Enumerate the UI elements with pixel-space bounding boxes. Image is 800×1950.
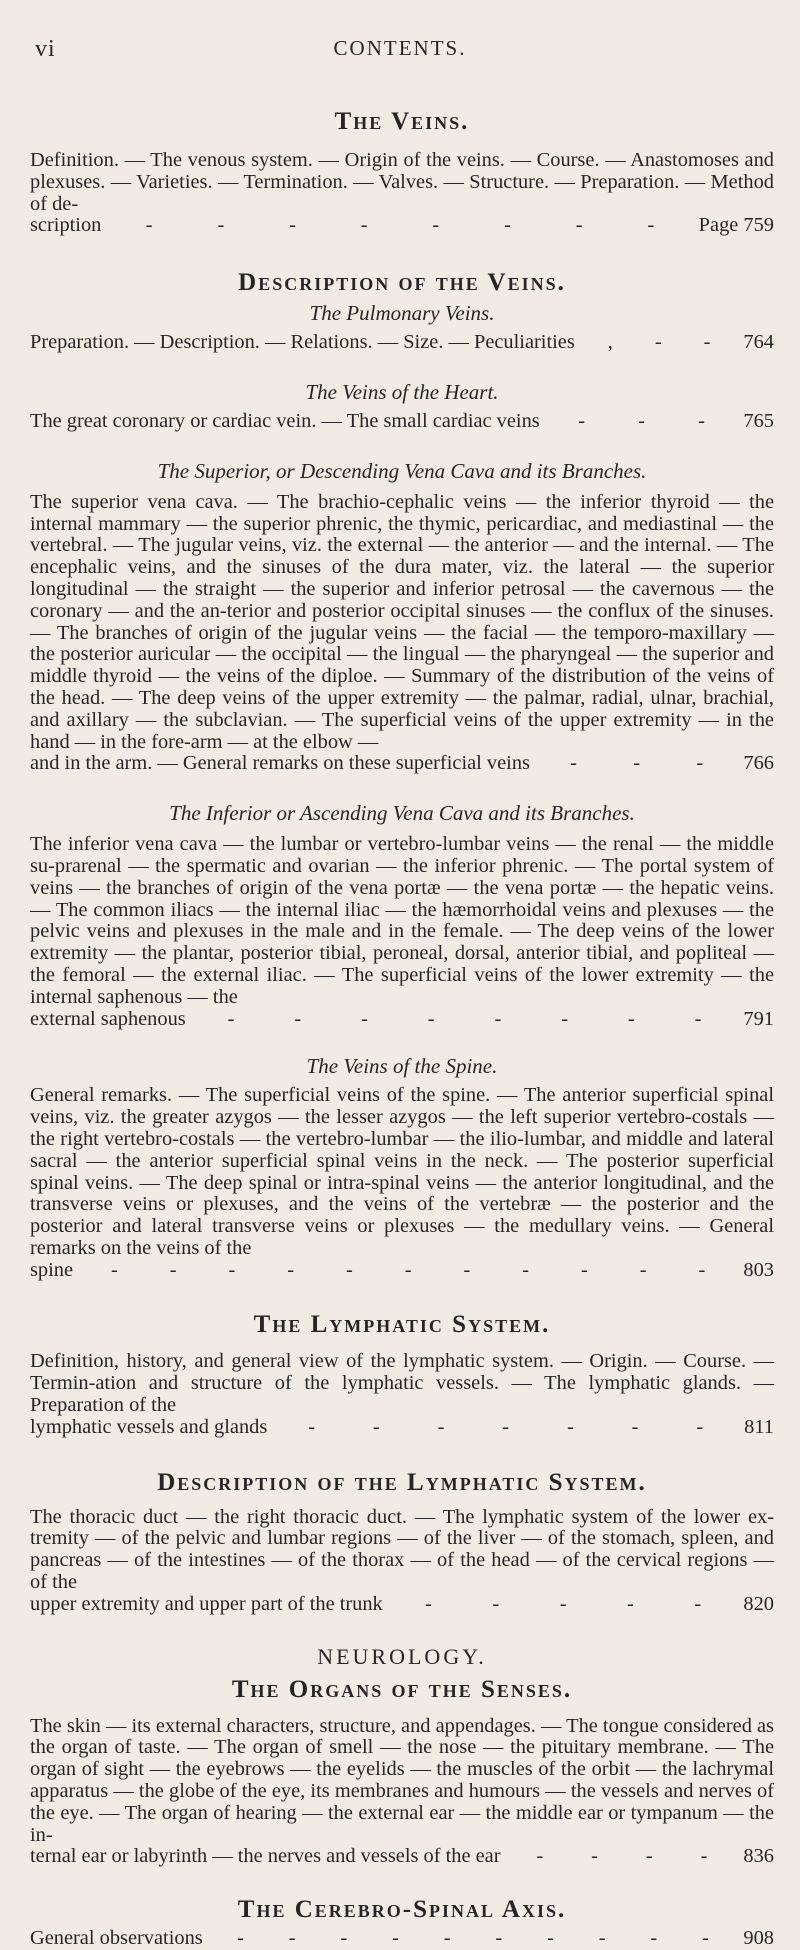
page-ref: 765	[743, 409, 774, 432]
page-ref: 766	[743, 752, 774, 775]
page-ref: 820	[743, 1592, 774, 1615]
entry-text: General remarks. — The superficial veins of the spine. — The anterior superficial spinal veins, viz. the greater azygos — the lesser azygos — the left superior vertebro-costals — the right vertebro-costals — the vertebro-lumbar — the ilio-lumbar, and middle and lateral sacral — the anterior superficial spinal veins in the neck. — The posterior superficial spinal veins. — The deep spinal or intra-spinal veins — the anterior longitudinal, and the transverse veins or plexuses, and the veins of the vertebræ — the posterior and the posterior and lateral transverse veins or plexuses — the medullary veins. — General remarks on the veins of the	[30, 1084, 774, 1259]
entry-text: Definition. — The venous system. — Origin of the veins. — Course. — Anastomoses and plexuses. — Varieties. — Termination. — Valves. — Structure. — Preparation. — Method of de-	[30, 149, 774, 215]
entry-veins	[30, 150, 774, 237]
leader-dots: - - - - - - - -	[227, 1007, 702, 1030]
entry-tail	[30, 411, 774, 433]
entry-tail	[30, 1260, 774, 1282]
entry-tail-text: General observations	[30, 1927, 203, 1950]
page-header	[35, 36, 765, 66]
entry-tail-text: lymphatic vessels and glands	[30, 1415, 268, 1438]
page-ref: 791	[743, 1007, 774, 1030]
entry-tail-text: upper extremity and upper part of the trunk	[30, 1592, 383, 1615]
entry-tail-text: spine	[30, 1258, 74, 1281]
section-heading-description-lymphatic: Description of the Lymphatic System.	[157, 1468, 647, 1496]
entry-lymphatic	[30, 1351, 774, 1438]
leader-dots: , - -	[607, 331, 711, 354]
leader-dots: - - - - - - - - - - -	[111, 1258, 706, 1281]
page-ref: 764	[743, 331, 774, 354]
entry-text: The skin — its external characters, structure, and appendages. — The tongue considered as the organ of taste. — The organ of smell — the nose — the pituitary membrane. — The organ of sight — the eyebrows — the eyelids — the muscles of the orbit — the lachrymal apparatus — the globe of the eye, its membranes and humours — the vessels and nerves of the eye. — The organ of hearing — the external ear — the middle ear or tympanum — the in-	[30, 1714, 774, 1846]
leader-dots: - - - - - - - - - -	[237, 1927, 709, 1950]
entry-tail	[30, 1009, 774, 1031]
section-heading-neurology: NEUROLOGY.	[317, 1643, 487, 1669]
section-heading-cerebro-spinal: The Cerebro-Spinal Axis.	[237, 1896, 567, 1924]
entry-inferior-vena-cava	[30, 834, 774, 1030]
entry-tail	[30, 753, 774, 775]
sub-heading-inferior-vena-cava: The Inferior or Ascending Vena Cava and its Branches.	[169, 801, 635, 826]
leader-dots: - - -	[578, 409, 705, 432]
entry-tail-text: external saphenous	[30, 1007, 186, 1030]
sub-heading-heart: The Veins of the Heart.	[305, 379, 499, 404]
page-number: vi	[35, 36, 56, 62]
sub-heading-superior-vena-cava: The Superior, or Descending Vena Cava and its Branches.	[157, 458, 647, 483]
entry-pulmonary	[30, 332, 774, 354]
entry-spine	[30, 1085, 774, 1281]
section-heading-lymphatic: The Lymphatic System.	[253, 1311, 551, 1339]
contents-body	[30, 102, 774, 1950]
section-heading-veins: The Veins.	[334, 108, 470, 135]
entry-text: The superior vena cava. — The brachio-cephalic veins — the inferior thyroid — the internal mammary — the superior phrenic, the thymic, pericardiac, and mediastinal — the vertebral. — The jugular veins, viz. the external — the anterior — and the internal. — The encephalic veins, and the sinuses of the dura mater, viz. the lateral — the superior longitudinal — the straight — the superior and inferior petrosal — the cavernous — the coronary — and the an-terior and posterior occipital sinuses — the conflux of the sinuses. — The branches of origin of the jugular veins — the facial — the temporo-maxillary — the posterior auricular — the occipital — the lingual — the pharyngeal — the superior and middle thyroid — the veins of the diploe. — Summary of the distribution of the veins of the head. — The deep veins of the upper extremity — the palmar, radial, ulnar, brachial, and axillary — the subclavian. — The superficial veins of the upper extremity — in the hand — in the fore-arm — at the elbow —	[30, 490, 774, 753]
entry-tail	[30, 215, 774, 237]
page-ref: Page 759	[698, 214, 774, 237]
entry-tail-text: scription	[30, 214, 102, 237]
entry-tail-text: Preparation. — Description. — Relations. — Size. — Peculiarities	[30, 331, 575, 354]
leader-dots: - - - -	[536, 1845, 708, 1868]
page-ref: 811	[744, 1415, 774, 1438]
entry-tail	[30, 1594, 774, 1616]
leader-dots: - - - - - - - -	[145, 214, 655, 237]
entry-text: The thoracic duct — the right thoracic duct. — The lymphatic system of the lower ex-tremity — of the pelvic and lumbar regions — of the liver — of the stomach, spleen, and pancreas — of the intestines — of the thorax — of the head — of the cervical regions — of the	[30, 1505, 774, 1594]
entry-text: Definition, history, and general view of the lymphatic system. — Origin. — Course. — Termin-ation and structure of the lymphatic vessels. — The lymphatic glands. — Preparation of the	[30, 1350, 774, 1417]
leader-dots: - - -	[570, 752, 704, 775]
entry-tail	[30, 332, 774, 354]
entry-superior-vena-cava	[30, 492, 774, 775]
sub-heading-spine: The Veins of the Spine.	[306, 1054, 498, 1079]
page-ref: 836	[743, 1845, 774, 1868]
entry-tail	[30, 1928, 774, 1950]
sub-heading-pulmonary: The Pulmonary Veins.	[309, 301, 495, 326]
section-heading-senses: The Organs of the Senses.	[231, 1675, 573, 1703]
entry-heart	[30, 411, 774, 433]
entry-tail-text: The great coronary or cardiac vein. — The small cardiac veins	[30, 409, 540, 432]
entry-senses	[30, 1716, 774, 1869]
entry-tail	[30, 1417, 774, 1439]
entry-tail	[30, 1846, 774, 1868]
entry-cerebro-spinal	[30, 1928, 774, 1950]
entry-tail-text: and in the arm. — General remarks on these superficial veins	[30, 752, 530, 775]
section-heading-description-veins: Description of the Veins.	[238, 269, 566, 297]
leader-dots: - - - - -	[425, 1592, 702, 1615]
entry-description-lymphatic	[30, 1507, 774, 1616]
entry-tail-text: ternal ear or labyrinth — the nerves and vessels of the ear	[30, 1845, 501, 1868]
page-ref: 803	[743, 1258, 774, 1281]
entry-text: The inferior vena cava — the lumbar or vertebro-lumbar veins — the renal — the middle su-prarenal — the spermatic and ovarian — the inferior phrenic. — The portal system of veins — the branches of origin of the vena portæ — the vena portæ — the hepatic veins. — The common iliacs — the internal iliac — the hæmorrhoidal veins and plexuses — the pelvic veins and plexuses in the male and in the female. — The deep veins of the lower extremity — the plantar, posterior tibial, peroneal, dorsal, anterior tibial, and popliteal — the femoral — the external iliac. — The superficial veins of the lower extremity — the internal saphenous — the	[30, 833, 774, 1008]
page-ref: 908	[743, 1927, 774, 1950]
leader-dots: - - - - - - -	[308, 1415, 704, 1438]
running-title: CONTENTS.	[333, 36, 467, 60]
